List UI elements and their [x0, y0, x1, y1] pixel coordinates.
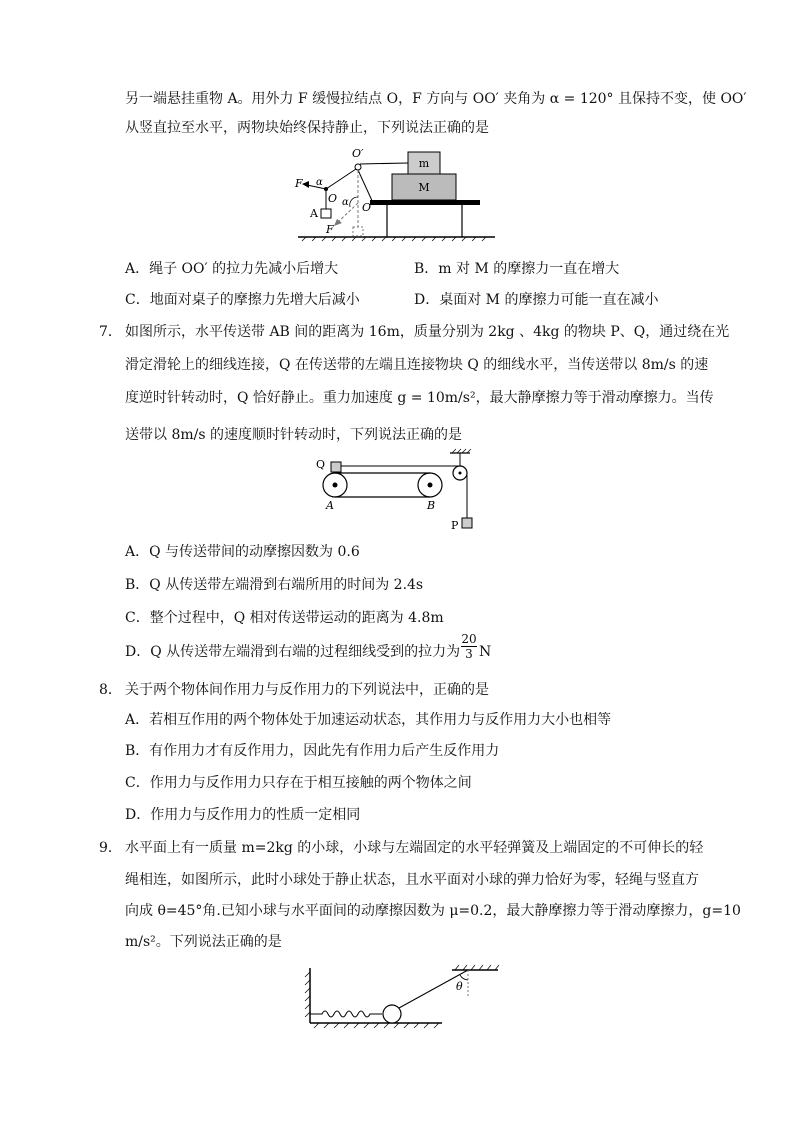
q8-stem: 关于两个物体间作用力与反作用力的下列说法中，正确的是: [125, 682, 489, 698]
svg-text:O: O: [362, 201, 372, 214]
q7-option-a: A．Q 与传送带间的动摩擦因数为 0.6: [125, 544, 360, 560]
q8-option-a: A．若相互作用的两个物体处于加速运动状态，其作用力与反作用力大小也相等: [125, 712, 612, 728]
svg-text:F: F: [326, 223, 334, 236]
q7-figure: [310, 448, 490, 536]
svg-text:α: α: [316, 177, 323, 188]
svg-text:A: A: [310, 207, 318, 220]
q6-option-b: B．m 对 M 的摩擦力一直在增大: [414, 261, 620, 277]
q8-number: 8．: [99, 682, 122, 698]
q7-stem-line4: 送带以 8m/s 的速度顺时针转动时，下列说法正确的是: [125, 427, 462, 443]
q7-option-c: C．整个过程中，Q 相对传送带运动的距离为 4.8m: [125, 610, 444, 626]
q8-option-d: D．作用力与反作用力的性质一定相同: [125, 807, 361, 823]
q9-stem-line2: 绳相连，如图所示，此时小球处于静止状态，且水平面对小球的弹力恰好为零，轻绳与竖直方: [125, 872, 699, 888]
q7-number: 7．: [99, 324, 122, 340]
q7-stem-line2: 滑定滑轮上的细线连接，Q 在传送带的左端且连接物块 Q 的细线水平，当传送带以 8m/s 的速: [125, 357, 709, 373]
q9-stem-line1: 水平面上有一质量 m=2kg 的小球，小球与左端固定的水平轻弹簧及上端固定的不可伸长的轻: [125, 840, 704, 856]
q6-option-d: D．桌面对 M 的摩擦力可能一直在减小: [414, 292, 659, 308]
q6-option-c: C．地面对桌子的摩擦力先增大后减小: [125, 292, 360, 308]
svg-text:A: A: [326, 499, 334, 512]
q9-figure: [296, 962, 502, 1034]
q7-option-d-text: D．Q 从传送带左端滑到右端的过程细线受到的拉力为: [125, 644, 461, 660]
q7-stem-line3: 度逆时针转动时，Q 恰好静止。重力加速度 g = 10m/s²，最大静摩擦力等于滑动摩擦力。当传: [125, 390, 714, 406]
q6-stem-line1: 另一端悬挂重物 A。用外力 F 缓慢拉结点 O，F 方向与 OO′ 夹角为 α = 120° 且保持不变，使 OO′: [125, 91, 747, 107]
q9-stem-line3: 向成 θ=45°角.已知小球与水平面间的动摩擦因数为 μ=0.2，最大静摩擦力等于滑动摩擦力，g=10: [125, 903, 741, 919]
svg-text:O: O: [328, 192, 338, 205]
q6-stem-line2: 从竖直拉至水平，两物块始终保持静止，下列说法正确的是: [125, 120, 489, 136]
svg-text:M: M: [418, 181, 430, 194]
q9-stem-line4: m/s²。下列说法正确的是: [125, 934, 282, 950]
q7-option-d-numerator: 20: [461, 632, 477, 646]
svg-text:O′: O′: [352, 147, 364, 160]
q6-figure: [290, 145, 500, 247]
q8-option-c: C．作用力与反作用力只存在于相互接触的两个物体之间: [125, 775, 472, 791]
q6-option-a: A．绳子 OO′ 的拉力先减小后增大: [125, 261, 339, 277]
q7-option-d-unit: N: [479, 644, 492, 660]
q8-option-b: B．有作用力才有反作用力，因此先有作用力后产生反作用力: [125, 743, 500, 759]
svg-text:P: P: [451, 519, 459, 532]
q7-option-b: B．Q 从传送带左端滑到右端所用的时间为 2.4s: [125, 577, 424, 593]
svg-text:θ: θ: [456, 980, 463, 993]
svg-text:α: α: [342, 197, 349, 208]
q7-option-d-denominator: 3: [465, 647, 473, 661]
svg-text:m: m: [418, 157, 430, 170]
svg-text:F: F: [295, 177, 303, 190]
q7-stem-line1: 如图所示，水平传送带 AB 间的距离为 16m，质量分别为 2kg 、4kg 的物块 P、Q，通过绕在光: [125, 324, 730, 340]
table-top: [370, 200, 480, 205]
svg-text:B: B: [427, 499, 436, 512]
q9-number: 9．: [99, 840, 122, 856]
svg-text:Q: Q: [316, 458, 326, 471]
